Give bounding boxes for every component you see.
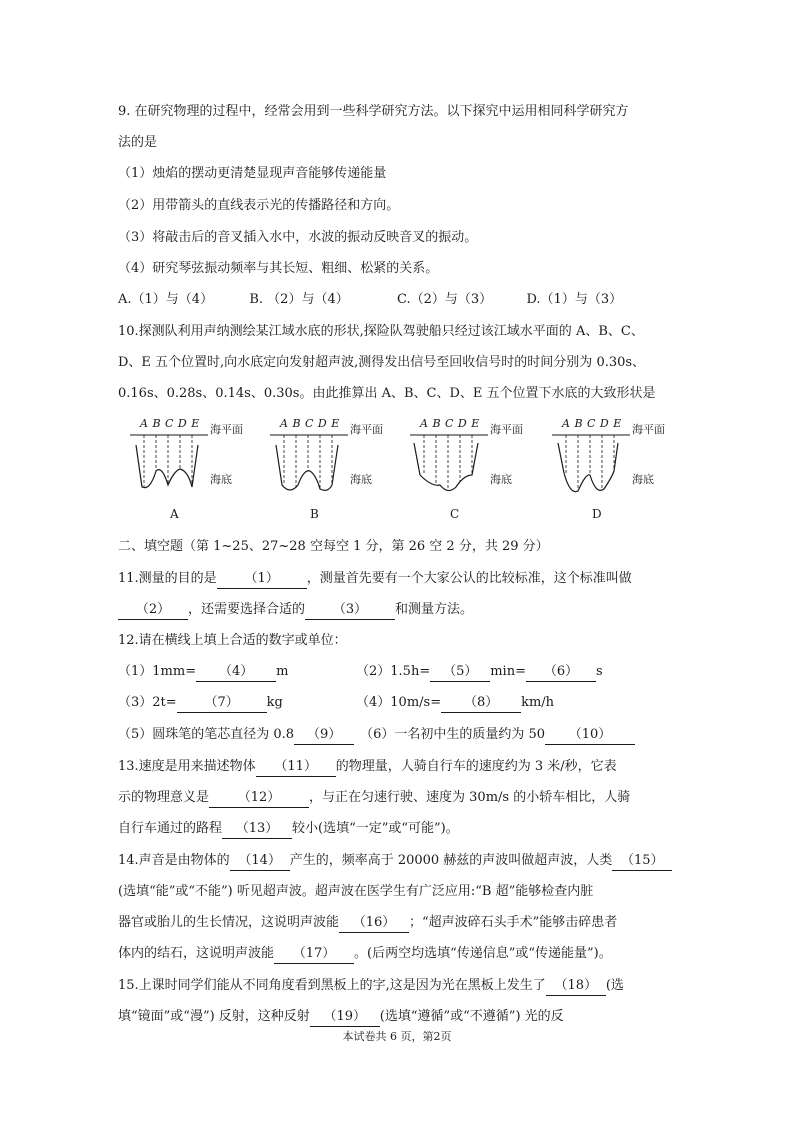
q10-line2: D、E 五个位置时,向水底定向发射超声波,测得发出信号至回收信号时的时间分别为 0.30s、	[118, 355, 646, 370]
q12-label-6: （6）一名初中生的质量约为 50	[360, 727, 546, 742]
blank-9[interactable]: （9）	[294, 726, 354, 745]
q9-option-b: B. （2）与（4）	[249, 292, 349, 307]
blank-11[interactable]: （11）	[256, 758, 336, 777]
q14-text-2: 产生的，频率高于 20000 赫兹的声波叫做超声波，人类	[289, 853, 613, 868]
figure-c-points: A B C D E	[420, 417, 480, 430]
q15-text-3: 填“镜面”或“漫”) 反射，这种反射	[118, 1009, 310, 1024]
q14-text-7: 。(后两空均选填“传递信息”或“传递能量”)。	[354, 946, 612, 961]
q15-text-1: 15.上课时同学们能从不同角度看到黑板上的字,这是因为光在黑板上发生了	[118, 978, 546, 993]
q12-unit-3: kg	[266, 695, 283, 710]
blank-6[interactable]: （6）	[526, 663, 596, 682]
q12-row-1b	[356, 662, 603, 682]
figure-b-sea-label: 海平面	[350, 423, 383, 436]
q9-option-d: D.（1）与（3）	[526, 292, 623, 307]
q14-text-4: 器官或胎儿的生长情况，这说明声波能	[118, 915, 340, 930]
q12-label-3: （3）2t=	[118, 695, 177, 710]
q12-unit-1: m	[276, 664, 289, 679]
q10-line1: 10.探测队利用声纳测绘某江域水底的形状,探险队驾驶船只经过该江域水平面的 A、B、C、	[118, 324, 644, 339]
q12-label-2: （2）1.5h=	[356, 664, 431, 679]
q14-line3	[118, 913, 617, 933]
figure-b	[270, 415, 400, 525]
q12-label-4: （4）10m/s=	[356, 695, 442, 710]
q12-row-1	[118, 662, 288, 682]
q9-stem-line1: 9. 在研究物理的过程中，经常会用到一些科学研究方法。以下探究中运用相同科学研究方	[118, 104, 629, 119]
figure-a-sea-label: 海平面	[210, 423, 243, 436]
q11-line2	[118, 600, 473, 620]
blank-19[interactable]: （19）	[310, 1008, 380, 1027]
blank-4[interactable]: （4）	[196, 663, 276, 682]
q9-option-a: A.（1）与（4）	[118, 292, 214, 307]
q14-text-5: ；“超声波碎石头手术”能够击碎患者	[409, 915, 618, 930]
page-footer: 本试卷共 6 页，第2页	[342, 1030, 452, 1043]
q13-text-6: 较小(选填“一定”或“可能”)。	[292, 821, 459, 836]
blank-17[interactable]: （17）	[274, 945, 354, 964]
blank-12[interactable]: （12）	[209, 789, 309, 808]
q11-text-3: ，还需要选择合适的	[188, 602, 306, 617]
q12-label-5: （5）圆珠笔的笔芯直径为 0.8	[118, 727, 295, 742]
blank-15[interactable]: （15）	[612, 852, 672, 871]
figure-c-sea-label: 海平面	[490, 423, 523, 436]
q9-item-1: （1）烛焰的摆动更清楚显现声音能够传递能量	[118, 166, 387, 181]
q9-item-4: （4）研究琴弦振动频率与其长短、粗细、松紧的关系。	[118, 261, 439, 276]
q13-text-4: ，与正在匀速行驶、速度为 30m/s 的小轿车相比，人骑	[309, 790, 631, 805]
q14-text-6: 体内的结石，这说明声波能	[118, 946, 275, 961]
figure-b-floor-label: 海底	[350, 473, 372, 486]
q12-row-3	[118, 725, 635, 745]
q12-unit-4: km/h	[521, 695, 555, 710]
section-fill-blank-title: 二、填空题（第 1~25、27~28 空每空 1 分，第 26 空 2 分，共 29 分）	[118, 539, 549, 554]
figure-d-sea-label: 海平面	[632, 423, 665, 436]
blank-2[interactable]: （2）	[118, 601, 188, 620]
q14-line2: (选填“能”或“不能”) 听见超声波。超声波在医学生有广泛应用:“B 超”能够检查内脏	[118, 884, 594, 899]
blank-16[interactable]: （16）	[339, 914, 409, 933]
q13-line1	[118, 757, 617, 777]
blank-8[interactable]: （8）	[441, 694, 521, 713]
q11-line1	[118, 569, 632, 589]
figure-b-points: A B C D E	[280, 417, 340, 430]
figure-d-floor-label: 海底	[632, 473, 654, 486]
q12-row-2b	[356, 693, 554, 713]
blank-5[interactable]: （5）	[430, 663, 490, 682]
blank-10[interactable]: （10）	[545, 726, 635, 745]
q9-stem-line2: 法的是	[118, 135, 158, 150]
figure-c	[410, 415, 540, 525]
figure-a-caption: A	[170, 507, 179, 521]
q10-line3: 0.16s、0.28s、0.14s、0.30s。由此推算出 A、B、C、D、E 五个位置下水底的大致形状是	[118, 386, 656, 401]
figure-c-caption: C	[450, 507, 460, 521]
q13-line3	[118, 819, 459, 839]
figure-d-points: A B C D E	[562, 417, 622, 430]
figure-a-points: A B C D E	[140, 417, 200, 430]
figure-b-caption: B	[310, 507, 319, 521]
blank-3[interactable]: （3）	[305, 601, 395, 620]
q13-text-2: 的物理量，人骑自行车的速度约为 3 米/秒，它表	[335, 759, 617, 774]
q9-option-c: C.（2）与（3）	[397, 292, 493, 307]
figure-d-caption: D	[592, 507, 602, 521]
q13-text-1: 13.速度是用来描述物体	[118, 759, 256, 774]
blank-13[interactable]: （13）	[222, 820, 292, 839]
figure-c-floor-label: 海底	[490, 473, 512, 486]
q11-text-1: 11.测量的目的是	[118, 571, 217, 586]
q14-line1	[118, 851, 672, 871]
q11-text-4: 和测量方法。	[395, 602, 474, 617]
q15-text-2: (选	[605, 978, 624, 993]
figure-a	[130, 415, 260, 525]
q12-stem: 12.请在横线上填上合适的数字或单位：	[118, 633, 347, 648]
q9-item-2: （2）用带箭头的直线表示光的传播路径和方向。	[118, 198, 400, 213]
q14-line4	[118, 944, 612, 964]
figure-d	[552, 415, 682, 525]
q12-unit-2b: s	[595, 664, 603, 679]
q14-text-1: 14.声音是由物体的	[118, 853, 230, 868]
q9-options	[118, 290, 622, 310]
q13-text-3: 示的物理意义是	[118, 790, 210, 805]
blank-14[interactable]: （14）	[230, 852, 290, 871]
q15-line2	[118, 1007, 564, 1027]
q13-line2	[118, 788, 630, 808]
q15-text-4: (选填“遵循”或“不遵循”) 光的反	[379, 1009, 564, 1024]
q9-item-3: （3）将敲击后的音叉插入水中，水波的振动反映音叉的振动。	[118, 230, 478, 245]
q12-label-1: （1）1mm=	[118, 664, 197, 679]
q12-unit-2a: min=	[490, 664, 526, 679]
blank-7[interactable]: （7）	[177, 694, 267, 713]
q12-row-2	[118, 693, 283, 713]
blank-18[interactable]: （18）	[546, 977, 606, 996]
q13-text-5: 自行车通过的路程	[118, 821, 223, 836]
q15-line1	[118, 976, 624, 996]
blank-1[interactable]: （1）	[217, 570, 307, 589]
figure-a-floor-label: 海底	[210, 473, 232, 486]
q11-text-2: ，测量首先要有一个大家公认的比较标准，这个标准叫做	[306, 571, 632, 586]
